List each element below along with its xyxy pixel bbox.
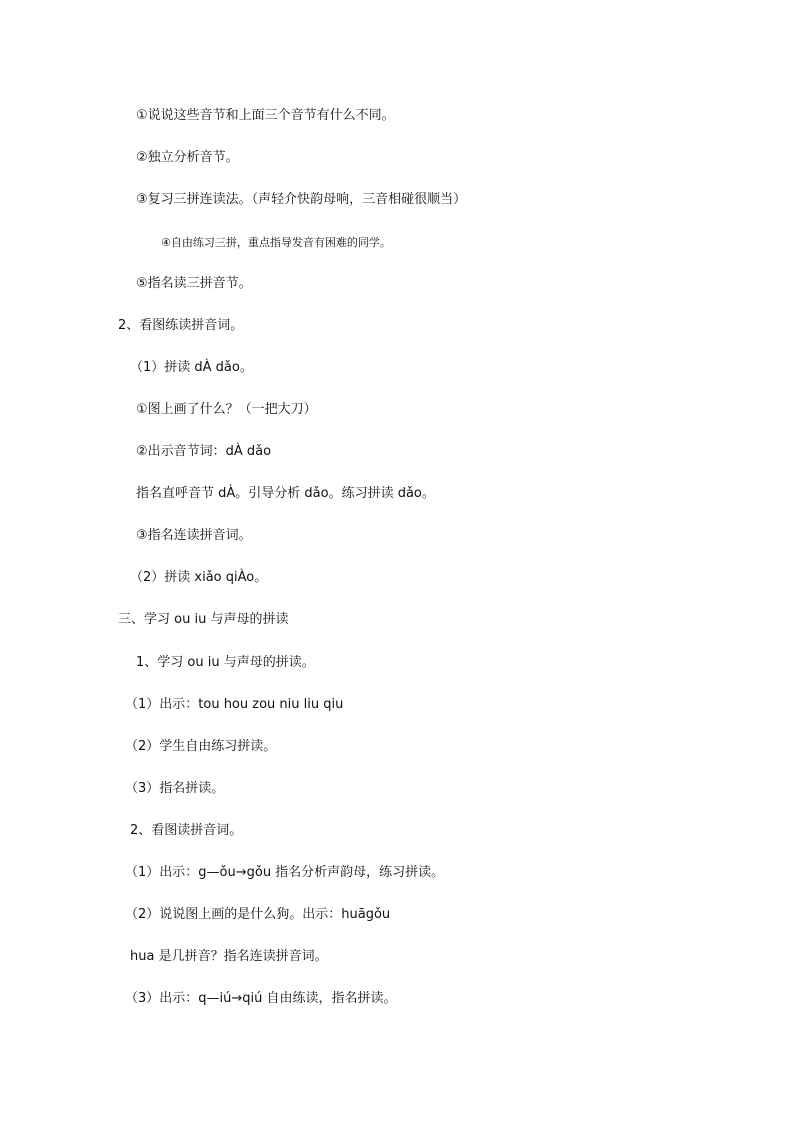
text-line: ⑤指名读三拼音节。 [136,276,252,291]
text-line: （3）出示：q—iú→qiú 自由练读，指名拼读。 [125,991,397,1006]
text-line: ③复习三拼连读法。（声轻介快韵母响，三音相碰很顺当） [136,192,467,207]
text-line: ③指名连读拼音词。 [136,528,252,543]
text-line: （2）拼读 xiǎo qiÀo。 [130,570,268,585]
text-line: （1）出示：g—ǒu→gǒu 指名分析声韵母，练习拼读。 [125,865,445,880]
text-line: ④自由练习三拼，重点指导发音有困难的同学。 [161,236,391,249]
text-line: ②独立分析音节。 [136,150,239,165]
text-line: ①说说这些音节和上面三个音节有什么不同。 [136,108,395,123]
text-line: ①图上画了什么？（一把大刀） [136,402,317,417]
text-line: hua 是几拼音？指名连读拼音词。 [130,949,328,964]
text-line: 2、看图练读拼音词。 [118,318,244,333]
text-line: 指名直呼音节 dÀ。引导分析 dǎo。练习拼读 dǎo。 [136,486,435,501]
text-line: （2）学生自由练习拼读。 [125,739,277,754]
section-heading: 三、学习 ou iu 与声母的拼读 [118,612,289,627]
text-line: （1）出示：tou hou zou niu liu qiu [125,697,344,712]
text-line: 2、看图读拼音词。 [130,823,243,838]
text-line: （3）指名拼读。 [125,781,225,796]
text-line: 1、学习 ou iu 与声母的拼读。 [136,655,315,670]
text-line: （1）拼读 dÀ dǎo。 [130,360,253,375]
text-line: ②出示音节词：dÀ dǎo [136,444,272,459]
text-line: （2）说说图上画的是什么狗。出示：huāgǒu [125,907,391,922]
